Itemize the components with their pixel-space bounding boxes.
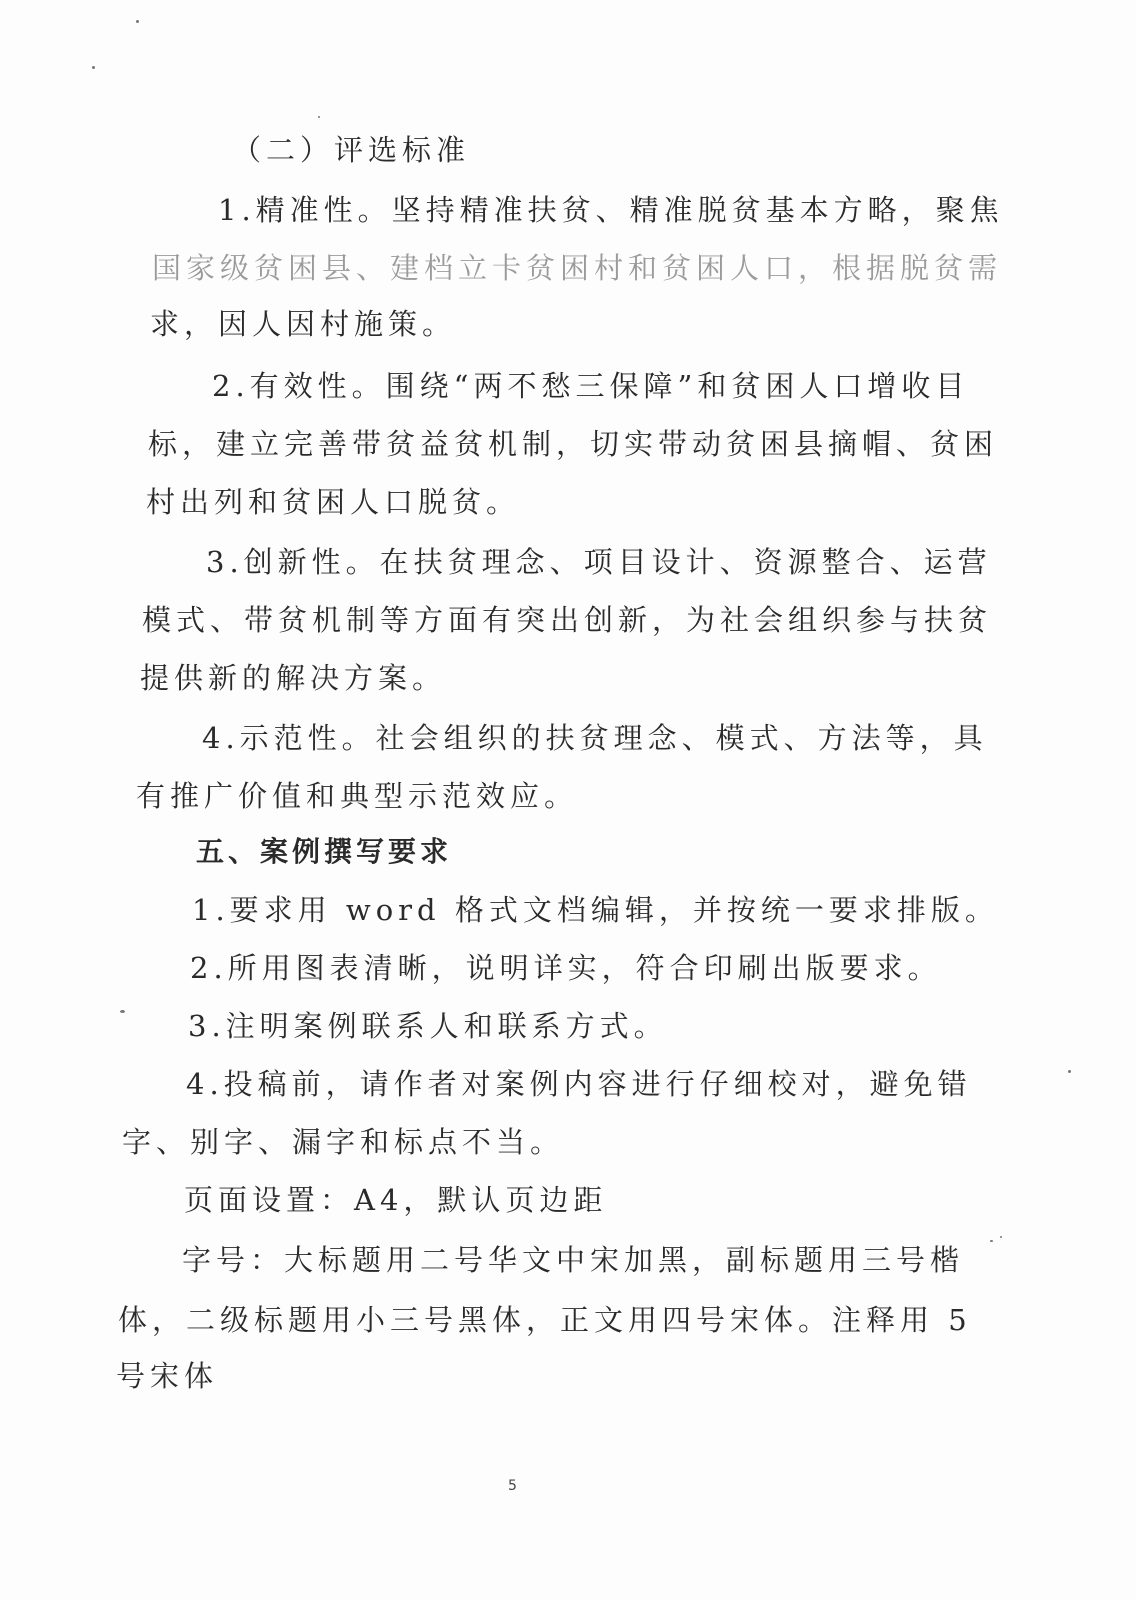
- requirement-4-line-1: 4.投稿前，请作者对案例内容进行仔细校对，避免错: [186, 1067, 972, 1101]
- section-5-heading: 五、案例撰写要求: [196, 835, 453, 868]
- criterion-3-line-2: 模式、带贫机制等方面有突出创新，为社会组织参与扶贫: [142, 603, 993, 637]
- page-number: 5: [508, 1478, 517, 1494]
- font-spec-line-3: 号宋体: [116, 1359, 219, 1393]
- font-spec-line-1: 字号：大标题用二号华文中宋加黑，副标题用三号楷: [182, 1243, 965, 1277]
- scan-speck: [1000, 1236, 1002, 1238]
- criterion-1-line-1: 1.精准性。坚持精准扶贫、精准脱贫基本方略，聚焦: [218, 193, 1004, 227]
- scan-speck: [318, 116, 320, 118]
- scan-speck: [990, 1240, 993, 1242]
- requirement-1: 1.要求用 word 格式文档编辑，并按统一要求排版。: [192, 893, 999, 927]
- criterion-2-line-1: 2.有效性。围绕“两不愁三保障”和贫困人口增收目: [212, 369, 970, 403]
- criterion-4-line-1: 4.示范性。社会组织的扶贫理念、模式、方法等，具: [202, 721, 988, 755]
- page-setup-note: 页面设置：A4，默认页边距: [184, 1183, 608, 1217]
- criterion-3-line-3: 提供新的解决方案。: [140, 661, 447, 695]
- criterion-4-line-2: 有推广价值和典型示范效应。: [136, 779, 579, 813]
- requirement-3: 3.注明案例联系人和联系方式。: [188, 1009, 668, 1043]
- criterion-3-line-1: 3.创新性。在扶贫理念、项目设计、资源整合、运营: [206, 545, 992, 579]
- scan-speck: [92, 66, 95, 69]
- section-heading-criteria: （二）评选标准: [232, 133, 471, 167]
- requirement-2: 2.所用图表清晰，说明详实，符合印刷出版要求。: [190, 951, 942, 985]
- criterion-1-line-3: 求，因人因村施策。: [150, 307, 457, 341]
- requirement-4-line-2: 字、别字、漏字和标点不当。: [122, 1125, 565, 1159]
- scan-speck: [1068, 1070, 1071, 1073]
- font-spec-line-2: 体，二级标题用小三号黑体，正文用四号宋体。注释用 5: [118, 1303, 972, 1337]
- criterion-2-line-2: 标，建立完善带贫益贫机制，切实带动贫困县摘帽、贫困: [148, 427, 999, 461]
- criterion-1-line-2: 国家级贫困县、建档立卡贫困村和贫困人口，根据脱贫需: [152, 251, 1003, 285]
- criterion-2-line-3: 村出列和贫困人口脱贫。: [146, 485, 521, 519]
- scan-speck: [136, 20, 139, 23]
- scan-speck: [120, 1010, 125, 1013]
